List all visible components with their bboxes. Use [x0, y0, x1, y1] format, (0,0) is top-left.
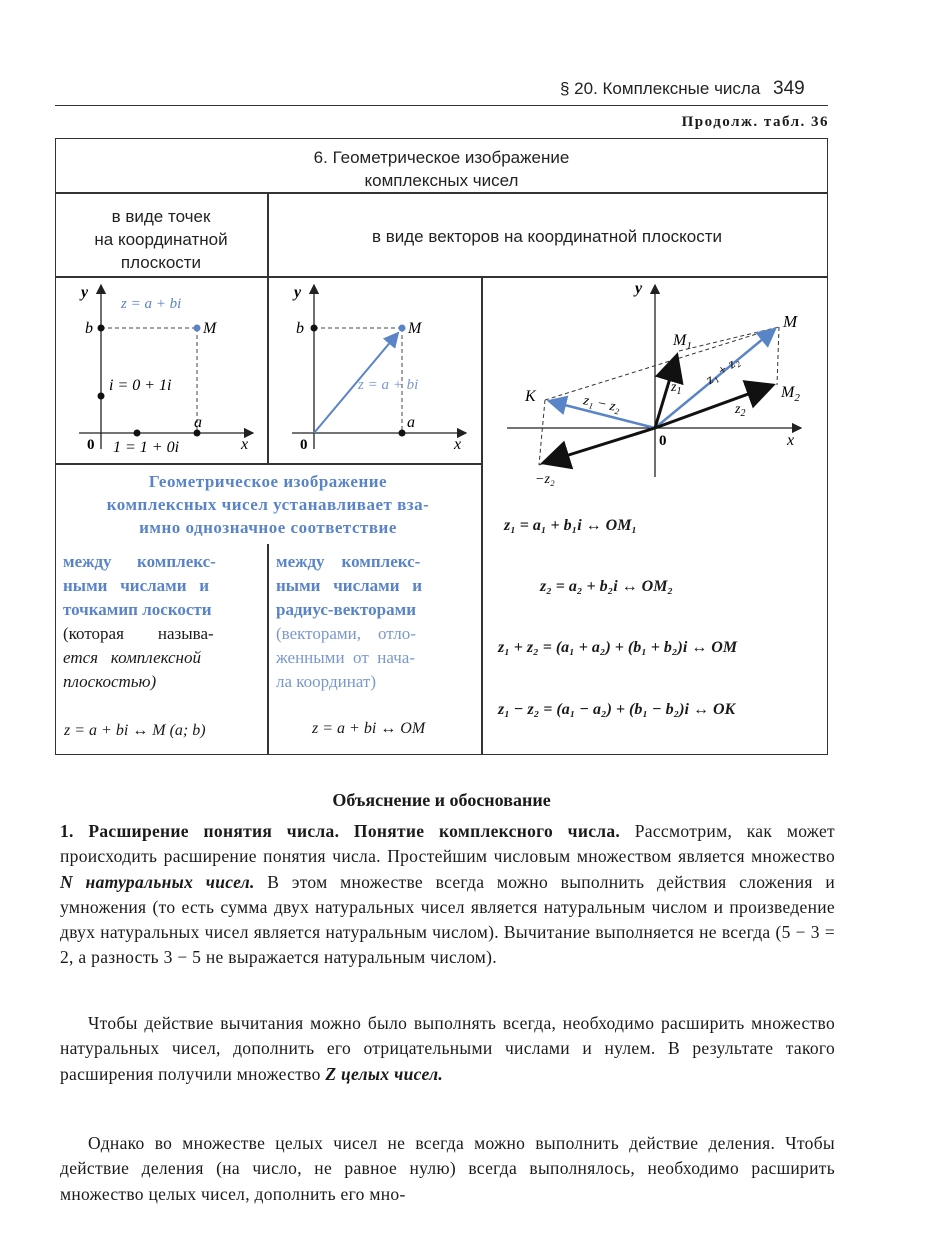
b-label: b [296, 320, 304, 337]
points-description: между комплекс- ными числами и точкамип лоскости (которая называ- ется комплексной плоскостью) [63, 552, 216, 691]
vectors-description: между комплекс- ными числами и радиус-векторами (векторами, отло- женными от нача- ла координат) [276, 552, 423, 691]
paragraph-1: 1. Расширение понятия числа. Понятие комплексного числа. Рассмотрим, как может происходить расширение понятия числа. Простейшим числовым множеством является множество N натуральных чисел. В этом множестве всегда можно выполнить действия сложения и умножения (то есть сумма двух натуральных чисел является натуральным числом и произведение двух натуральных чисел является натуральным числом). Вычитание выполняется не всегда (5 − 3 = 2, а разность 3 − 5 не выражается натуральным числом). [60, 821, 835, 968]
formula-z2: z₂ = a₂ + b₂i ↔ OM₂ [540, 578, 673, 595]
table-continuation-label: Продолж. табл. 36 [681, 114, 829, 130]
y-label: y [635, 280, 643, 297]
formula-diff: z₁ − z₂ = (a₁ − a₂) + (b₁ − b₂)i ↔ OK [498, 701, 736, 718]
origin-label: 0 [300, 437, 308, 453]
a-label: a [407, 414, 415, 431]
section-title: § 20. Комплексные числа [560, 79, 761, 98]
point-M [194, 325, 201, 332]
row-divider [56, 463, 482, 465]
y-label: y [294, 284, 302, 301]
formula-sum: z₁ + z₂ = (a₁ + a₂) + (b₁ + b₂)i ↔ OM [498, 639, 738, 656]
point-a [399, 430, 406, 437]
correspondence-statement: Геометрическое изображение комплексных чисел устанавливает вза- имно однозначное соответствие [106, 472, 430, 537]
neg-z2-label: −z₂ [535, 472, 555, 487]
diff-label: z₁ − z₂ [582, 393, 622, 416]
vector-formula: z = a + bi ↔ OM [312, 720, 426, 737]
origin-label: 0 [87, 437, 95, 453]
diagram-vector [270, 277, 478, 462]
sum-label: z₁ + z₂ [703, 353, 743, 388]
page-number: 349 [773, 78, 805, 99]
table-title: 6. Геометрическое изображение комплексных чисел [313, 148, 570, 190]
point-one [134, 430, 141, 437]
formula-label: z = a + bi [121, 296, 182, 312]
row-divider [56, 192, 827, 194]
M1-label: $M_1$ [673, 332, 692, 352]
origin-label: 0 [659, 433, 667, 449]
b-label: b [85, 320, 93, 337]
x-label: x [241, 436, 249, 453]
M-label: M [783, 312, 798, 331]
M-label: M [203, 320, 217, 337]
point-i [98, 393, 105, 400]
running-header [560, 78, 805, 100]
M2-label: $M_2$ [781, 384, 800, 404]
col-divider [267, 277, 269, 464]
z2-label: $z_2$ [735, 402, 746, 419]
a-label: a [194, 414, 202, 431]
x-label: x [454, 436, 462, 453]
point-b [311, 325, 318, 332]
vector-neg-z2 [543, 428, 655, 463]
point-b [98, 325, 105, 332]
y-label: y [81, 284, 89, 301]
paragraph-2: Чтобы действие вычитания можно было выполнять всегда, необходимо расширить множество натуральных чисел, дополнить его отрицательными числами и нулем. В результате такого расширения получили множество Z целых чисел. [60, 1013, 835, 1084]
header-rule [55, 105, 828, 106]
points-formula: z = a + bi ↔ M (a; b) [64, 722, 206, 739]
i-label: i = 0 + 1i [109, 377, 172, 394]
col-divider [267, 544, 269, 754]
point-M [399, 325, 406, 332]
x-label: x [787, 432, 795, 449]
col2-heading: в виде векторов на координатной плоскости [371, 227, 723, 246]
section-heading: Объяснение и обоснование [332, 790, 551, 810]
M-label: M [408, 320, 422, 337]
K-label: K [525, 388, 536, 405]
diagram-points [57, 277, 265, 462]
one-label: 1 = 1 + 0i [113, 439, 180, 456]
col1-heading: в виде точек на координатной плоскости [94, 207, 228, 272]
formula-z1: z₁ = a₁ + b₁i ↔ OM₁ [504, 517, 637, 534]
diagram-sum-difference [483, 277, 826, 487]
formula-label: z = a + bi [358, 377, 419, 393]
z1-label: $z_1$ [671, 380, 682, 397]
paragraph-3: Однако во множестве целых чисел не всегда можно выполнить действие деления. Чтобы действие деления (на число, не равное нулю) всегда выполнялось, необходимо расширить множество целых чисел, дополнить его мно- [60, 1133, 835, 1204]
